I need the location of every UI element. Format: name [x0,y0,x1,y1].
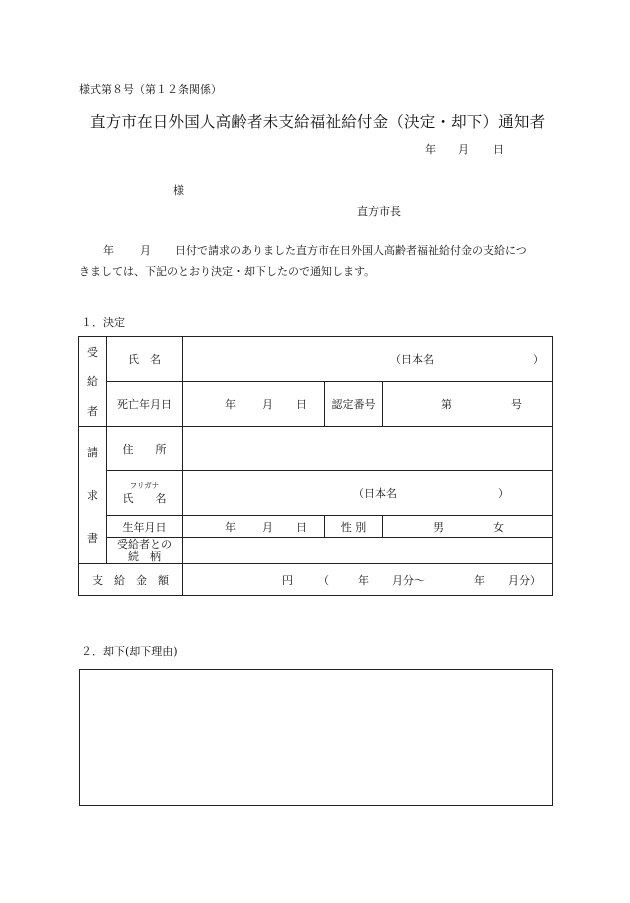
death-date-field[interactable] [183,382,325,427]
amount-field[interactable] [183,564,553,596]
date-day: 日 [493,143,504,156]
body-line1-year: 年 [103,244,114,257]
document-title: 直方市在日外国人高齢者未支給福祉給付金（決定・却下）通知者 [90,113,546,131]
form-number: 様式第８号（第１２条関係） [79,83,222,96]
claimant-japanese-name-open: （日本名 [353,487,397,500]
birth-date-label: 生年月日 [107,516,183,538]
birth-date-field[interactable] [183,516,325,538]
recipient-char-1: 受 [87,346,98,360]
claimant-name-label: 氏 名 [122,491,167,505]
decision-table [78,336,553,596]
amount-to-year: 年 [474,573,485,587]
sender-name: 直方市長 [357,205,401,218]
section1-heading: １．決定 [81,316,125,329]
amount-open-paren: （ [318,573,329,587]
gender-female-option[interactable]: 女 [493,520,504,534]
body-line1-month: 月 [140,244,151,257]
claimant-group-label [79,427,107,564]
furigana-label: フリガナ [129,480,160,490]
recipient-char-3: 者 [87,404,98,418]
claimant-char-2: 求 [87,488,98,502]
date-year: 年 [425,143,436,156]
address-label: 住 所 [107,427,183,471]
rejection-reason-box[interactable] [79,669,553,806]
death-date-day: 日 [296,398,307,411]
body-line1-text: 日付で請求のありました直方市在日外国人高齢者福祉給付金の支給につ [175,244,527,257]
cert-number-field[interactable] [383,382,553,427]
relation-label-cell [107,538,183,564]
relation-label-line1: 受給者との [117,537,172,551]
address-field[interactable] [183,427,553,471]
claimant-char-1: 請 [87,445,98,459]
recipient-japanese-name-close: ） [533,353,544,366]
gender-label: 性 別 [325,516,383,538]
gender-male-option[interactable]: 男 [433,520,444,534]
claimant-char-3: 書 [87,532,98,546]
claimant-name-label-cell [107,471,183,516]
body-line2-text: きましては、下記のとおり決定・却下したので通知します。 [79,265,376,278]
death-date-year: 年 [225,398,236,411]
amount-to-month: 月分） [508,573,541,587]
date-month: 月 [458,143,469,156]
birth-date-month: 月 [262,520,273,534]
gender-field[interactable] [383,516,553,538]
cert-number-label: 認定番号 [325,382,383,427]
recipient-group-label [79,337,107,427]
amount-from-month: 月分～ [392,573,425,587]
death-date-month: 月 [262,398,273,411]
recipient-name-field[interactable] [183,337,553,382]
recipient-name-label: 氏 名 [107,337,183,382]
cert-dai: 第 [441,398,452,411]
death-date-label: 死亡年月日 [107,382,183,427]
relation-label-line2: 続 柄 [128,549,161,563]
claimant-name-field[interactable] [183,471,553,516]
cert-go: 号 [511,398,522,411]
addressee-suffix: 様 [173,184,184,197]
birth-date-year: 年 [225,520,236,534]
section2-heading: ２．却下(却下理由) [81,645,178,658]
amount-label: 支 給 金 額 [79,564,183,596]
claimant-japanese-name-close: ） [498,487,509,500]
amount-from-year: 年 [358,573,369,587]
birth-date-day: 日 [296,520,307,534]
relation-field[interactable] [183,538,553,564]
amount-yen: 円 [282,573,293,587]
recipient-char-2: 給 [87,375,98,389]
recipient-japanese-name-open: （日本名 [390,353,434,366]
